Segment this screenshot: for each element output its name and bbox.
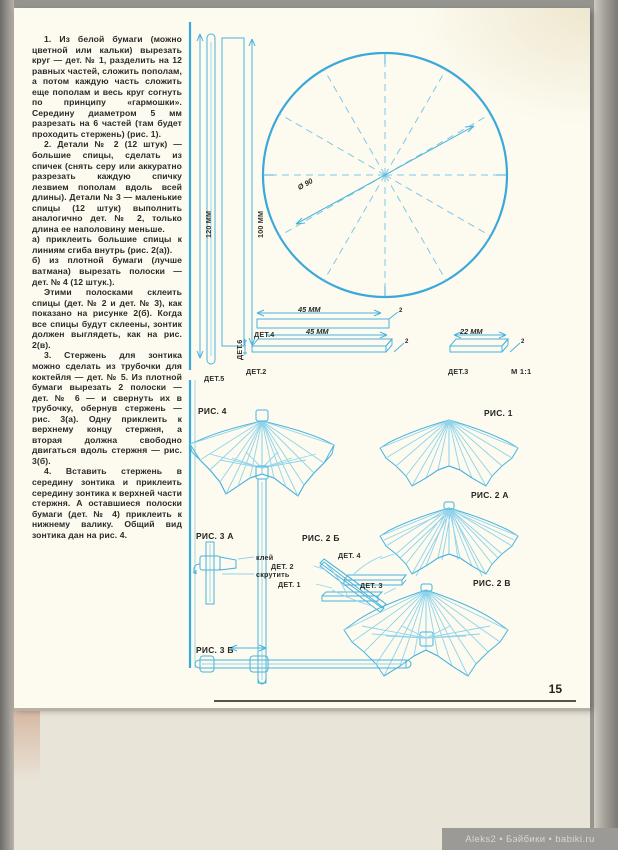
det4-thickness-label: 2 xyxy=(399,308,403,314)
instruction-paragraph-1: 1. Из белой бумаги (можно цветной или кальки) вырезать круг — дет. № 1, разделить на 12 равных частей, сложить пополам, а потом каждую часть сложить еще пополам и весь круг согнуть по принципу «гармошки». Середину диаметром 5 мм разрезать на 6 частей (там будет проходить стержень) (рис. 1). xyxy=(32,34,182,139)
scan-smudge xyxy=(14,711,40,781)
det1-callout: ДЕТ. 1 xyxy=(278,580,301,589)
det2-part-label: ДЕТ.2 xyxy=(246,367,267,376)
det3-part-label: ДЕТ.3 xyxy=(448,367,469,376)
det3-thickness-label: 2 xyxy=(521,339,525,345)
ris2b-caption: РИС. 2 Б xyxy=(302,533,340,543)
magazine-page xyxy=(14,8,590,708)
roll-callout: скрутить xyxy=(256,570,290,579)
instruction-paragraph-7: 4. Вставить стержень в середину зонтика и приклеить середину зонтика к верхней части стержня. А оставшиеся полоски бумаги (дет. № 4) приклеить к нижнему валику. Общий вид зонтика дан на рис. 4. xyxy=(32,466,182,540)
det4-part-label: ДЕТ.4 xyxy=(254,330,275,339)
det2-dimension-label: 45 ММ xyxy=(306,327,329,336)
ris2v-caption: РИС. 2 В xyxy=(473,578,511,588)
glue-callout: клей xyxy=(256,553,274,562)
ris1-canopy-drawing xyxy=(380,420,518,486)
det5-dimension-label: 120 ММ xyxy=(204,210,213,238)
det6-dimension-label: 100 ММ xyxy=(256,210,265,238)
scan-right-gutter xyxy=(594,0,618,850)
site-watermark: Aleks2 • Бэйбики • babiki.ru xyxy=(442,828,618,850)
page-number: 15 xyxy=(548,682,562,696)
technical-drawing-bottom xyxy=(14,8,590,708)
det2-thickness-label: 2 xyxy=(405,339,409,345)
det6-part-label: ДЕТ.6 xyxy=(235,339,244,360)
det4-callout: ДЕТ. 4 xyxy=(338,551,361,560)
circle-diameter-label: Ø 90 xyxy=(296,176,315,192)
scale-note: М 1:1 xyxy=(511,367,532,376)
det4-dimension-label: 45 ММ xyxy=(298,305,321,314)
det3-callout: ДЕТ. 3 xyxy=(360,581,383,590)
instruction-paragraph-5: Этими полосками склеить спицы (дет. № 2 и дет. № 3), как показано на рисунке 2(б). Когда все спицы будут склеены, зонтик должен выглядеть, как на рис. 2(в). xyxy=(32,287,182,350)
ris2a-canopy-drawing xyxy=(380,502,518,576)
instruction-paragraph-2: 2. Детали № 2 (12 штук) — большие спицы, сделать из спичек (снять серу или аккуратно разрезать каждую спичку лезвием пополам вдоль всей длины). Детали № 3 — маленькие спицы (12 штук) выполнить аналогично дет. № 2, только длина ее наполовину меньше. xyxy=(32,139,182,234)
footer-rule xyxy=(214,700,576,702)
ris2a-caption: РИС. 2 А xyxy=(471,490,509,500)
ris1-caption: РИС. 1 xyxy=(484,408,513,418)
ris3b-caption: РИС. 3 Б xyxy=(196,645,234,655)
ris4-caption: РИС. 4 xyxy=(198,406,227,416)
det2-callout: ДЕТ. 2 xyxy=(271,562,294,571)
instruction-paragraph-3: а) приклеить большие спицы к линиям сгиба внутрь (рис. 2(а)). xyxy=(32,234,182,255)
instruction-paragraph-4: б) из плотной бумаги (лучше ватмана) вырезать полоски — дет. № 4 (12 штук.). xyxy=(32,255,182,287)
instruction-paragraph-6: 3. Стержень для зонтика можно сделать из трубочки для коктейля — дет. № 5. Из плотной бумаги вырезать 2 полоски — дет. № 6 — и свернуть их в трубочку, обернув стержень — рис. 3(а). Одну приклеить к верхнему концу стержня, а вторая должна свободно двигаться вдоль стержня — рис. 3(б). xyxy=(32,350,182,466)
scan-left-gutter xyxy=(0,0,14,850)
det3-dimension-label: 22 ММ xyxy=(460,327,483,336)
page-bottom-edge xyxy=(14,708,590,711)
ris3a-caption: РИС. 3 А xyxy=(196,531,234,541)
det5-part-label: ДЕТ.5 xyxy=(204,374,225,383)
ris3a-tube-drawing xyxy=(193,542,254,604)
ris4-umbrella-drawing xyxy=(190,410,334,684)
